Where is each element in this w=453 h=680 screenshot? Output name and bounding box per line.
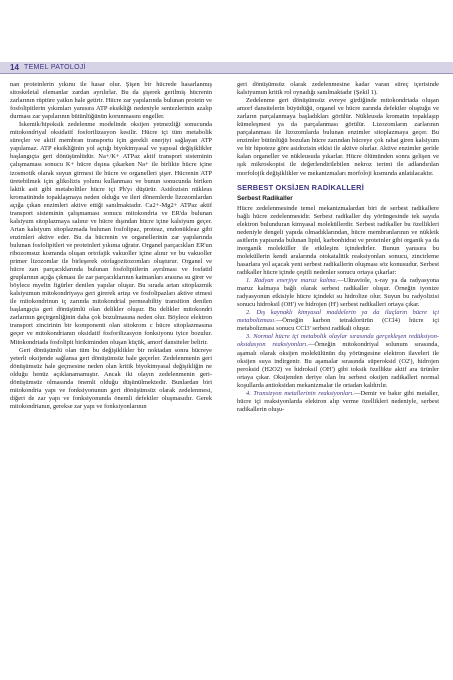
left-column [10,81,212,651]
list-item-body: —Demir ve bakır gibi metaller, hücre içi reaksiyonlarda elektron alıp verme özellikleri nedeniyle, serbest radikallerin oluşu- [237,389,439,413]
list-item-heading: 3. Normal hücre içi metabolik olaylar sırasında gerçekleşen redüksiyon-oksidasyon reaksiyonları. [237,333,439,349]
list-item [237,390,439,414]
running-title: TEMEL PATOLOJİ [24,64,86,71]
list-item [237,333,439,389]
paragraph: nan proteinlerin yıkımı ile hasar olur. Şişen bir hücrede hasarlanmış sitoskeletal elemanlar zardan ayrılırlar. Bu da şişerek gerilmiş hücrenin zarlarının rüptüre yatkın hale getirir. Hücre zar yapılarında bulunan protein ve fosfolipitlerin yıkımları yanısıra ATP eksikliği nedeniyle sentezlerinin azalıp durması zar yapılarının bütünlüğünün korunmasını engeller. [10,81,212,121]
list-item [237,309,439,333]
list-item-heading: 2. Dış kaynaklı kimyasal maddelerin ya da ilaçların hücre içi metabolizması. [237,309,439,325]
paragraph: İskemik/hipoksik zedelenme modelinde oksijen yetmezliği sonucunda mitokondriyal oksidatif fosforilizasyon kesilir. Hücre içi tüm metabolik süreçler ve aktif membran transportu için gerekli enerjiyi sağlayan ATP yapılamaz. ATP eksikliğinin yol açtığı biyokimyasal ve yapısal değişiklikler başlangıçta geri dönüşümlüdür. Na+/K+ ATPaz aktif transport sisteminin çalışmaması sonucu K+ hücre dışına çıkarken Na+ ile birlikte hücre içine izosmotik olarak suyun girmesi ile hücre ve organelleri şişer. Hücrenin ATP üretebilmek için glikolizis yolunu kullanması ve bunun sonucunda biriken laktik asit gibi metabolitler hücre içi Ph'yı düşürür. Asidozisin nükleus kromatininde topaklaşmaya neden olduğu ve ileri dönemlerde lizozomlardan açığa çıkan enzimleri aktive ettiği sanılmaktadır. Ca2+-Mg2+ ATPaz aktif transport sisteminin çalışmaması sonucu mitokondria ve ER'da bulunan kalsiyum sitoplazmaya salınır ve hücre dışından hücre içine kalsiyum geçer. Artan kalsiyum sitoplazmada bulunan fosfolipaz, proteaz, endonükleaz gibi enzimleri aktive eder. Bu da hücrenin ve organellerinin zar yapılarında bulunan fosfolipitleri ve proteinleri yıkıma uğratır. Organel parçacıkları ER'un ribozomsuz kısmında oluşan ortofajik vakuoller içine alınır ve bu vakuoller primer lizozomlar ile birleşerek otofagozitozomları oluşturur. Organel ve hücre zarı parçacıklarında bulunan fosfolipitlerin ayrılması ve fosfatid gruplarının açığa çıkması ile zar parçacıklarının katmanları arasına su girer ve böylece myelin figürler denilen yapılar oluşur. Bu sırada artan sitoplazmik kalsiyumun mitokondriyaya geri girerek artışı ve fosfolipazları aktive etmesi ile mitokondrinun iç zarında mitokondrial permeability transition denilen başlangıçta geri dönüşümlü olan delikler oluşur. Bu delikler mitokondri zarlarının geçirgenliğinin daha çok bozulmasına neden olur. Böylece elektron transport zincirinin bir komponenti olan sitokrom c hücre sitoplazmasına geçer ve mitokondrianın oksidatif fosforilizasyon fonksiyonu iyice bozulur. Mitokondriada fosfolipit birikiminden oluşan küçük, amorf dansiteler belirir. [10,121,212,346]
list-item-body: —Ultraviole, x-ray ya da radyasyona maruz kalmaya bağlı olarak serbest radikaller oluşur. Örneğin iyonize radyasyonun etkisiyle hücre içindeki su hidrolize olur. Suyun bu radyolizisi sonucu hidroksil (OH') ve hidrojen (H') serbest radikalleri ortaya çıkar. [237,277,439,309]
right-column [237,81,439,651]
paragraph: Zedelenme geri dönüşümsüz evreye girdiğinde mitokondriada oluşan amorf dansitelerin büyüdüğü, organel ve hücre zarında defektler oluştuğu ve zarların parçalanmaya başladıkları görülür. Nükleusda kromatin topaklaşıp kümeleşmesi ya da parçalanması görülür. Lizozomların zarlarının parçalanması ile lizozomlarda bulunan enzimler sitoplazmaya geçer. Bu enzimler bütünlüğü bozulan hücre zarından hücreye çok rahat giren kalsiyum ve bir hipoteze göre asidozisin etkisi ile aktive olurlar. Aktive enzimler geride kalan organeller ve nükleusuda yıkarlar. Hücre ölümünden sonra gelişen ve ışık mikroskopisi ile değerlendirilebilen nekroz terimi ile adlandırılan morfolojik değişiklikler ve mekanizmaları morfoloji kısmında anlatılacaktır. [237,97,439,177]
section-title: SERBEST OKSİJEN RADİKALLERİ [237,182,364,192]
paragraph: geri dönüşümsüz olarak zedelenmesine kadar varan süreç içerisinde kalsiyumun kritik rol oynadığı sanılmaktadır (Şekil 1). [237,81,439,97]
list-item-heading: 4. Transizyon metallerinin reaksiyonları. [246,389,355,397]
header-rule [0,73,453,74]
list-item-body: —Örneğin karbon tetraklorürün (CCl4) hücre içi metabolizması sonucu CCl3' serbest radikali oluşur. [237,317,439,333]
list-item-heading: 1. Radyan enerjiye maruz kalma. [246,277,338,285]
paragraph: Geri dönüşümlü olan tüm bu değişiklikler bir noktadan sonra hücreye yeterli oksijende sağlansa geri dönüşümsüz hale geçerler. Zedelenmenin geri dönüşümsüz hale geçmesine neden olan kritik biyokimyasal değişikliğin ne olduğu henüz açıklanamamıştır. Ancak iki olayın zedelenmenin geri-dönüşümsüz olmasında önemli olduğu düşünülmektedir. Bunlardan biri mitokondria yapı ve fonksiyonunun geri dönüşümsüz olarak zedelenmesi, diğeri de zar yapı ve fonksiyonunda önemli defektler oluşmasıdır. Gerek mitokondrianın, gerekse zar yapı ve fonksiyonlarının [10,346,212,410]
paragraph: Hücre zedelenmesinde temel mekanizmalardan biri de serbest radikallere bağlı hücre zedelenmesidir. Serbest radikaller dış yörüngesinde tek sayıda elektron bulunduran kimyasal moleküllerdir. Serbest radikaller bu özellikleri nedeniyle dengeli yapıda olmadıklarından, hücre membranlarının ve nükleik asitlerin yapısında bulunan lipid, karbonhidrat ve proteinler gibi organik ya da inorganik moleküller ile etkileşim içindedirler. Bunun yanısıra bu moleküllerin kendi aralarında otokatalitik reaksiyonları sonucu, zincirleme hasarlara yol açacak yeni serbest radikallerin oluşması söz konusudur. Serbest radikaller hücre içinde çeşitli nedenler sonucu ortaya çıkarlar: [237,204,439,277]
list-item-body: —Örneğin mitokondriyal solunum sırasında, aşamalı olarak oksijen molekülünün dış yörüngesine elektron ilaveleri ile oksijen suya indirgenir. Bu aşamalar sırasında süperoksid (O2'), hidrojen peroksid (H2O2) ve hidroksil (OH') gibi toksik özellikte aktif ara ürünler ortaya çıkar. Oksijenden deriye olan bu serbest oksijen radikalleri normal koşullarda antioksidan mekanizmalar ile ortadan kaldırılır. [237,341,439,389]
page-number: 14 [10,63,19,72]
subsection-title: Serbest Radikaller [237,194,293,202]
list-item [237,277,439,309]
